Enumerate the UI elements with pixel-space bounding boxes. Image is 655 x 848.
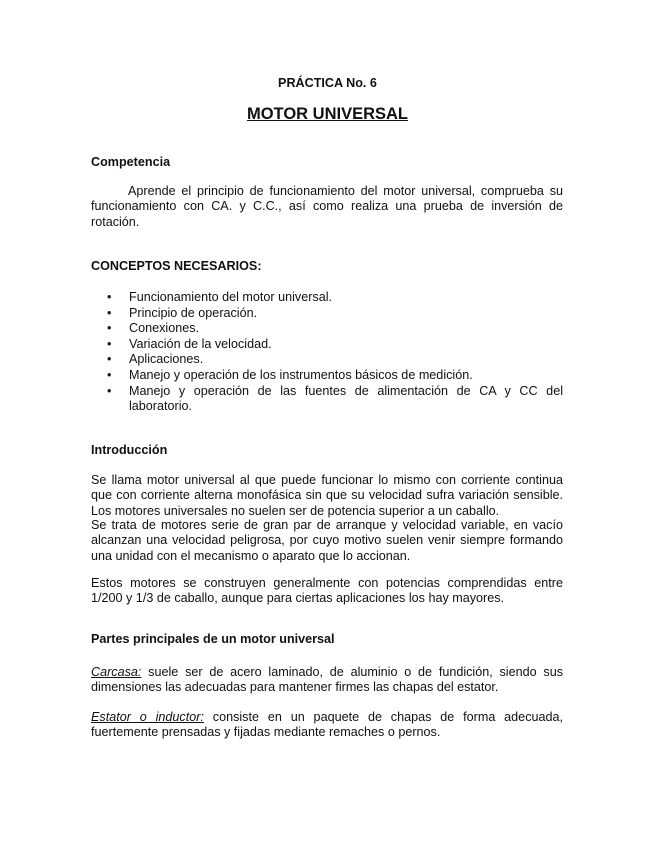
- introduccion-paragraph-1: Se llama motor universal al que puede funcionar lo mismo con corriente continua que con corriente alterna monofásica sin que su velocidad sufra variación sensible. Los motores universales no suelen ser de potencia superior a un caballo.: [91, 473, 563, 518]
- list-item: • Conexiones.: [107, 321, 200, 336]
- bullet-icon: •: [107, 367, 112, 382]
- list-item: • Principio de operación.: [107, 305, 258, 320]
- introduccion-heading: Introducción: [91, 443, 168, 457]
- list-item: • Funcionamiento del motor universal.: [107, 290, 333, 304]
- carcasa-paragraph: [91, 665, 563, 696]
- estator-term: Estator o inductor:: [91, 710, 204, 724]
- introduccion-paragraph-3: Estos motores se construyen generalmente con potencias comprendidas entre 1/200 y 1/3 de caballo, aunque para ciertas aplicaciones los hay mayores.: [91, 576, 563, 606]
- bullet-icon: •: [107, 336, 112, 351]
- bullet-icon: •: [107, 383, 112, 398]
- list-item: • Aplicaciones.: [107, 352, 204, 367]
- competencia-text: Aprende el principio de funcionamiento del motor universal, comprueba su funcionamiento con CA. y C.C., así como realiza una prueba de inversión de rotación.: [91, 184, 563, 229]
- bullet-icon: •: [107, 305, 112, 320]
- bullet-icon: •: [107, 290, 112, 304]
- practice-number: PRÁCTICA No. 6: [278, 76, 377, 90]
- competencia-heading: Competencia: [91, 155, 171, 169]
- carcasa-text: suele ser de acero laminado, de aluminio o de fundición, siendo sus dimensiones las adecuadas para mantener firmes las chapas del estator.: [91, 665, 563, 695]
- carcasa-term: Carcasa:: [91, 665, 142, 679]
- estator-paragraph: [91, 710, 563, 741]
- introduccion-paragraph-2: Se trata de motores serie de gran par de arranque y velocidad variable, en vacío alcanzan una velocidad peligrosa, por cuyo motivo suelen venir siempre formando una unidad con el mecanismo o aparato que lo accionan.: [91, 518, 563, 563]
- conceptos-heading: CONCEPTOS NECESARIOS:: [91, 259, 262, 273]
- conceptos-list: [91, 290, 563, 415]
- partes-heading: Partes principales de un motor universal: [91, 632, 335, 646]
- list-item: • Variación de la velocidad.: [107, 336, 272, 351]
- bullet-icon: •: [107, 352, 112, 367]
- bullet-icon: •: [107, 321, 112, 336]
- estator-text: consiste en un paquete de chapas de forma adecuada, fuertemente prensadas y fijadas mediante remaches o pernos.: [91, 710, 564, 740]
- list-item: • Manejo y operación de las fuentes de alimentación de CA y CC del laboratorio.: [107, 383, 563, 414]
- page-title: MOTOR UNIVERSAL: [246, 105, 409, 123]
- list-item: • Manejo y operación de los instrumentos básicos de medición.: [107, 367, 473, 382]
